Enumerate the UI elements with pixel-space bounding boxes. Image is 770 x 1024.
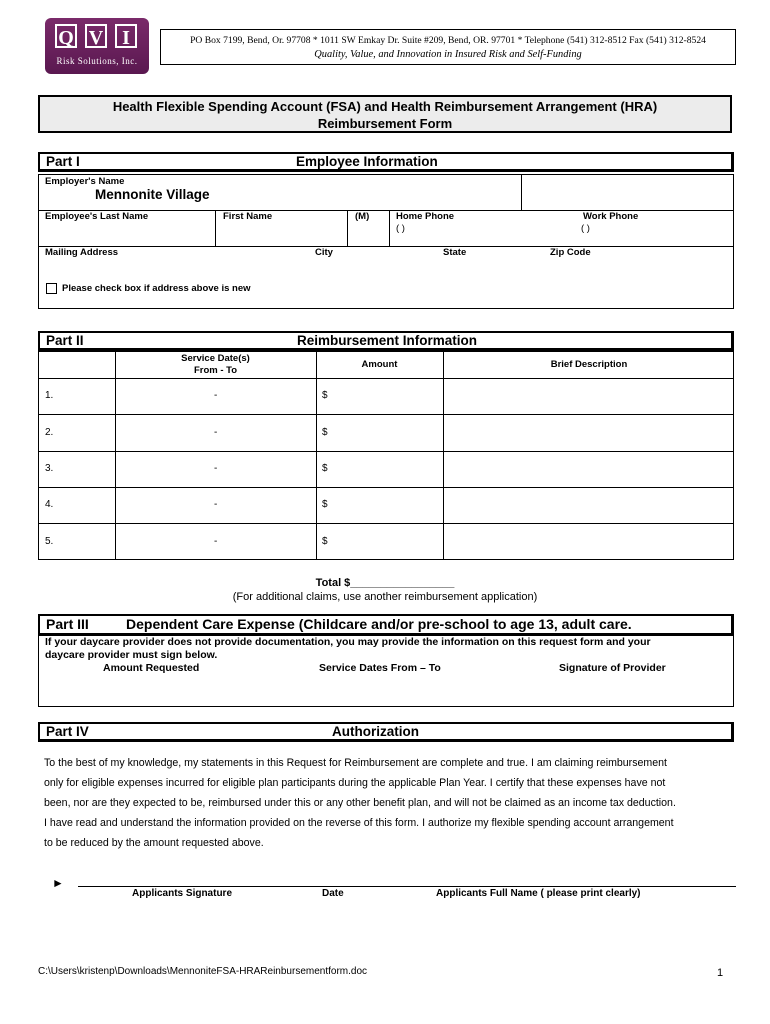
logo-letter-v: V <box>85 24 107 48</box>
col-amount-requested: Amount Requested <box>103 662 200 674</box>
authorization-line: only for eligible expenses incurred for eligible plan participants during the applicable Plan Year. I certify that these expenses have not <box>44 777 666 789</box>
home-phone-paren: ( ) <box>396 223 405 234</box>
mailing-address-label: Mailing Address <box>45 247 119 258</box>
part4-heading: Authorization <box>332 724 419 739</box>
row-number: 5. <box>45 536 54 547</box>
home-phone-label: Home Phone <box>396 211 455 222</box>
row-number: 2. <box>45 427 54 438</box>
city-label: City <box>315 247 333 258</box>
file-path: C:\Users\kristenp\Downloads\MennoniteFSA-HRAReinbursementform.doc <box>38 966 368 977</box>
part2-label: Part II <box>46 333 84 348</box>
row-date-dash[interactable]: - <box>214 427 218 438</box>
signature-arrow-icon: ► <box>52 876 64 890</box>
work-phone-label: Work Phone <box>583 211 639 222</box>
new-address-label: Please check box if address above is new <box>62 283 251 294</box>
address-line: PO Box 7199, Bend, Or. 97708 * 1011 SW Emkay Dr. Suite #209, Bend, OR. 97701 * Telephone (541) 312-8512 Fax (541) 312-8524 <box>190 35 706 46</box>
title-line-1: Health Flexible Spending Account (FSA) and Health Reimbursement Arrangement (HRA) <box>112 99 658 114</box>
company-logo <box>45 18 149 74</box>
reimbursement-table <box>38 351 734 560</box>
date-label: Date <box>322 888 344 899</box>
authorization-line: To the best of my knowledge, my statements in this Request for Reimbursement are complete and true. I am claiming reimbursement <box>44 757 667 769</box>
page-number: 1 <box>717 967 724 979</box>
part3-heading: Dependent Care Expense (Childcare and/or pre-school to age 13, adult care. <box>126 616 632 632</box>
authorization-text <box>44 753 734 853</box>
part3-instructions-2: daycare provider must sign below. <box>45 649 218 661</box>
state-label: State <box>443 247 467 258</box>
authorization-line: to be reduced by the amount requested above. <box>44 837 264 849</box>
last-name-label: Employee's Last Name <box>45 211 149 222</box>
row-amount[interactable]: $ <box>322 536 328 547</box>
row-date-dash[interactable]: - <box>214 536 218 547</box>
applicant-full-name-label: Applicants Full Name ( please print clearly) <box>436 888 641 899</box>
part2-header <box>38 331 734 351</box>
row-date-dash[interactable]: - <box>214 499 218 510</box>
col-service-dates: Service Date(s) <box>181 353 250 364</box>
work-phone-paren: ( ) <box>581 223 590 234</box>
col-provider-signature: Signature of Provider <box>559 662 666 674</box>
row-amount[interactable]: $ <box>322 427 328 438</box>
additional-claims-note: (For additional claims, use another reimbursement application) <box>232 591 538 603</box>
title-line-2: Reimbursement Form <box>317 116 453 131</box>
col-description: Brief Description <box>550 359 628 370</box>
logo-subtitle: Risk Solutions, Inc. <box>56 56 138 66</box>
first-name-label: First Name <box>223 211 273 222</box>
part4-label: Part IV <box>46 724 89 739</box>
part2-heading: Reimbursement Information <box>297 333 478 348</box>
authorization-line: I have read and understand the information provided on the reverse of this form. I authorize my flexible spending account arrangement <box>44 817 674 829</box>
col-service-dates-sub: From - To <box>193 365 238 376</box>
row-number: 1. <box>45 390 54 401</box>
col-service-dates-from-to: Service Dates From – To <box>319 662 441 674</box>
new-address-checkbox[interactable] <box>46 283 57 294</box>
authorization-line: been, nor are they expected to be, reimbursed under this or any other benefit plan, and will not be claimed as an income tax deduction. <box>44 797 676 809</box>
row-number: 4. <box>45 499 54 510</box>
row-amount[interactable]: $ <box>322 463 328 474</box>
address-box <box>160 29 736 65</box>
part3-box <box>38 634 734 707</box>
form-title <box>38 95 732 133</box>
tagline: Quality, Value, and Innovation in Insured Risk and Self-Funding <box>314 49 582 60</box>
part3-instructions-1: If your daycare provider does not provide documentation, you may provide the information on this request form and your <box>45 636 651 648</box>
employers-name-value[interactable]: Mennonite Village <box>95 187 210 202</box>
applicant-signature-label: Applicants Signature <box>132 888 233 899</box>
row-amount[interactable]: $ <box>322 499 328 510</box>
middle-initial-label: (M) <box>355 211 370 222</box>
row-number: 3. <box>45 463 54 474</box>
part3-label: Part III <box>46 616 89 632</box>
part1-heading: Employee Information <box>296 154 438 169</box>
part1-header <box>38 152 734 172</box>
row-amount[interactable]: $ <box>322 390 328 401</box>
part1-fields <box>38 174 734 309</box>
row-date-dash[interactable]: - <box>214 390 218 401</box>
signature-line[interactable] <box>78 886 736 887</box>
part3-header <box>38 614 734 636</box>
zip-code-label: Zip Code <box>550 247 591 258</box>
employers-name-label: Employer's Name <box>45 176 125 187</box>
total-line[interactable]: Total $_________________ <box>315 577 455 589</box>
logo-letter-i: I <box>115 24 137 48</box>
part1-label: Part I <box>46 154 80 169</box>
logo-letter-q: Q <box>55 24 77 48</box>
col-amount: Amount <box>361 359 398 370</box>
part4-header <box>38 722 734 742</box>
row-date-dash[interactable]: - <box>214 463 218 474</box>
